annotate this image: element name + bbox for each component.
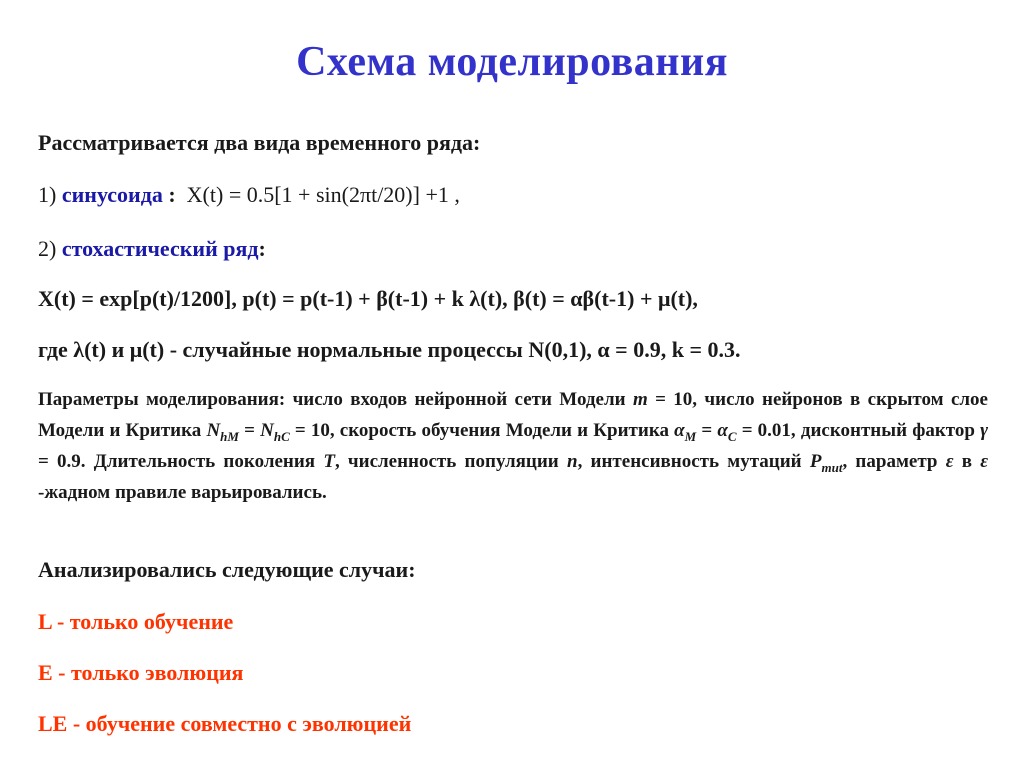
item-number: 1) bbox=[38, 182, 57, 207]
intro-line: Рассматривается два вида временного ряда: bbox=[38, 130, 481, 155]
symbol-epsilon: ε bbox=[945, 451, 954, 472]
params-text: Параметры моделирования: число входов нейронной сети Модели bbox=[38, 389, 633, 410]
item-number: 2) bbox=[38, 236, 57, 261]
sinusoid-formula-post: t/20)] +1 , bbox=[371, 182, 460, 207]
item-colon: : bbox=[168, 182, 176, 207]
symbol-gamma: γ bbox=[980, 420, 988, 441]
symbol-epsilon: ε bbox=[980, 451, 989, 472]
term-sinusoid: синусоида bbox=[61, 182, 163, 207]
symbol-n-hc: N bbox=[260, 420, 274, 441]
params-text: -жадном правиле варьировались. bbox=[38, 482, 327, 503]
parameters-paragraph bbox=[38, 384, 988, 508]
params-text: , параметр bbox=[842, 451, 946, 472]
item-sinusoid bbox=[38, 182, 460, 208]
subscript-c: C bbox=[727, 428, 737, 444]
params-text: = bbox=[696, 420, 718, 441]
symbol-p: P bbox=[809, 451, 822, 472]
subscript-hm: hM bbox=[220, 428, 239, 444]
item-colon: : bbox=[258, 236, 266, 261]
subscript-hc: hC bbox=[273, 428, 290, 444]
params-text: = bbox=[238, 420, 261, 441]
case-e: E - только эволюция bbox=[38, 660, 244, 685]
symbol-m: m bbox=[632, 389, 648, 410]
item-stochastic bbox=[38, 236, 266, 262]
where-line: где λ(t) и μ(t) - случайные нормальные процессы N(0,1), α = 0.9, k = 0.3. bbox=[38, 337, 741, 362]
params-text: в bbox=[953, 451, 981, 472]
page-title: Схема моделирования bbox=[296, 39, 728, 85]
subscript-m: M bbox=[684, 428, 697, 444]
pi-symbol: π bbox=[359, 182, 372, 207]
params-text: = 0.01, дисконтный фактор bbox=[736, 420, 981, 441]
params-text: , численность популяции bbox=[334, 451, 567, 472]
term-stochastic: стохастический ряд bbox=[61, 236, 259, 261]
params-text: = 10, число нейронов в скрытом слое Модели и Критика bbox=[38, 389, 988, 441]
symbol-t: T bbox=[323, 451, 335, 472]
params-text: = 10, скорость обучения Модели и Критика bbox=[289, 420, 675, 441]
symbol-n: n bbox=[566, 451, 578, 472]
case-l: L - только обучение bbox=[38, 609, 234, 634]
stochastic-formula: X(t) = exp[p(t)/1200], p(t) = p(t-1) + β(t-1) + k λ(t), β(t) = αβ(t-1) + μ(t), bbox=[38, 286, 698, 311]
sinusoid-formula-pre: X(t) = 0.5[1 + sin(2 bbox=[186, 182, 360, 207]
subscript-mut: mut bbox=[821, 459, 843, 475]
symbol-alpha-c: α bbox=[717, 420, 728, 441]
symbol-n-hm: N bbox=[206, 420, 221, 441]
analysis-intro: Анализировались следующие случаи: bbox=[38, 557, 416, 582]
case-le: LE - обучение совместно с эволюцией bbox=[38, 711, 412, 736]
symbol-alpha-m: α bbox=[674, 420, 685, 441]
params-text: , интенсивность мутаций bbox=[577, 451, 810, 472]
params-text: = 0.9. Длительность поколения bbox=[38, 451, 324, 472]
